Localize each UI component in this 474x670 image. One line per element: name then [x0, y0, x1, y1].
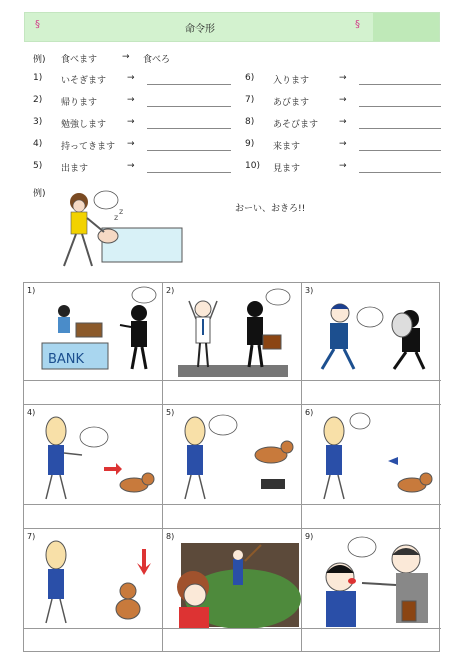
answer-box-3[interactable]: [302, 381, 441, 405]
arrow: →: [127, 161, 135, 171]
exercise-row-10: [245, 161, 445, 175]
exercise-row-7: [245, 95, 445, 109]
picture-cell-3: [302, 283, 441, 381]
answer-blank[interactable]: [147, 84, 231, 85]
exercise-row-4: [33, 139, 233, 153]
picture-cell-2: [163, 283, 302, 381]
item-verb: 来ます: [273, 142, 301, 152]
item-verb: 帰ります: [61, 98, 98, 108]
baseball-watching-illustration: [163, 529, 302, 629]
boy-dog-sit-illustration: [24, 529, 163, 629]
item-verb: 出ます: [61, 164, 89, 174]
cell-number: 1): [27, 286, 36, 295]
cell-number: 2): [166, 286, 175, 295]
exercise-row-2: [33, 95, 233, 109]
picture-cell-7: [24, 529, 163, 629]
answer-box-2[interactable]: [163, 381, 302, 405]
picture-cell-8: [163, 529, 302, 629]
arrow: →: [127, 95, 135, 105]
example-wake-up-illustration: [52, 188, 186, 268]
svg-text:z: z: [114, 213, 119, 222]
arrow: →: [127, 139, 135, 149]
feeding-child-illustration: [302, 529, 441, 629]
arrow: →: [339, 117, 347, 127]
item-verb: あそびます: [273, 120, 319, 130]
exercise-row-8: [245, 117, 445, 131]
arrow: →: [339, 95, 347, 105]
worksheet-header: [24, 12, 440, 42]
item-number: 9): [245, 139, 255, 149]
exercise-row-5: [33, 161, 233, 175]
item-number: 7): [245, 95, 255, 105]
header-right-block: [373, 13, 439, 41]
dog-jump-illustration: [163, 405, 302, 505]
answer-box-6[interactable]: [302, 505, 441, 529]
example-verb: 食べます: [61, 55, 98, 65]
item-verb: 見ます: [273, 164, 301, 174]
arrow: →: [339, 73, 347, 83]
arrow: →: [339, 161, 347, 171]
header-mark-right: §: [355, 19, 360, 30]
picture-grid: [23, 282, 440, 652]
answer-blank[interactable]: [147, 172, 231, 173]
robbery-hands-up-illustration: [163, 283, 302, 381]
picture-cell-5: [163, 405, 302, 505]
answer-blank[interactable]: [359, 106, 441, 107]
answer-box-7[interactable]: [24, 629, 163, 651]
item-verb: あびます: [273, 98, 310, 108]
cell-number: 3): [305, 286, 314, 295]
answer-blank[interactable]: [359, 128, 441, 129]
item-verb: 持ってきます: [61, 142, 116, 152]
exercise-row-3: [33, 117, 233, 131]
exercise-row-1: [33, 73, 233, 87]
example-arrow: →: [122, 52, 130, 62]
item-number: 6): [245, 73, 255, 83]
answer-blank[interactable]: [359, 150, 441, 151]
bank-robbery-illustration: [24, 283, 163, 381]
boy-calling-dog-illustration: [24, 405, 163, 505]
item-number: 1): [33, 73, 43, 83]
picture-cell-6: [302, 405, 441, 505]
example-answer: 食べろ: [143, 55, 171, 65]
exercise-row-9: [245, 139, 445, 153]
example-label: 例): [33, 55, 46, 65]
boy-dog-come-illustration: [302, 405, 441, 505]
item-number: 10): [245, 161, 260, 171]
cell-number: 8): [166, 532, 175, 541]
answer-blank[interactable]: [359, 172, 441, 173]
answer-box-8[interactable]: [163, 629, 302, 651]
svg-text:z: z: [119, 207, 124, 216]
answer-blank[interactable]: [147, 128, 231, 129]
item-number: 4): [33, 139, 43, 149]
picture-cell-9: [302, 529, 441, 629]
cell-number: 9): [305, 532, 314, 541]
answer-blank[interactable]: [359, 84, 441, 85]
header-mark-left: §: [35, 19, 40, 30]
answer-box-5[interactable]: [163, 505, 302, 529]
answer-blank[interactable]: [147, 106, 231, 107]
answer-box-9[interactable]: [302, 629, 441, 651]
item-verb: 入ります: [273, 76, 310, 86]
answer-box-1[interactable]: [24, 381, 163, 405]
item-verb: 勉強します: [61, 120, 107, 130]
arrow: →: [127, 73, 135, 83]
worksheet-title: 命令形: [185, 24, 215, 35]
item-number: 8): [245, 117, 255, 127]
answer-blank[interactable]: [147, 150, 231, 151]
picture-cell-4: [24, 405, 163, 505]
bank-sign: BANK: [48, 352, 85, 367]
cell-number: 7): [27, 532, 36, 541]
cell-number: 5): [166, 408, 175, 417]
exercise-row-6: [245, 73, 445, 87]
cell-number: 6): [305, 408, 314, 417]
cell-number: 4): [27, 408, 36, 417]
example-picture-label: 例): [33, 189, 46, 199]
answer-box-4[interactable]: [24, 505, 163, 529]
police-chase-illustration: [302, 283, 441, 381]
item-number: 5): [33, 161, 43, 171]
item-number: 2): [33, 95, 43, 105]
picture-cell-1: [24, 283, 163, 381]
arrow: →: [127, 117, 135, 127]
item-number: 3): [33, 117, 43, 127]
arrow: →: [339, 139, 347, 149]
item-verb: いそぎます: [61, 76, 107, 86]
example-picture-sentence: おーい、おきろ!!: [235, 204, 306, 214]
